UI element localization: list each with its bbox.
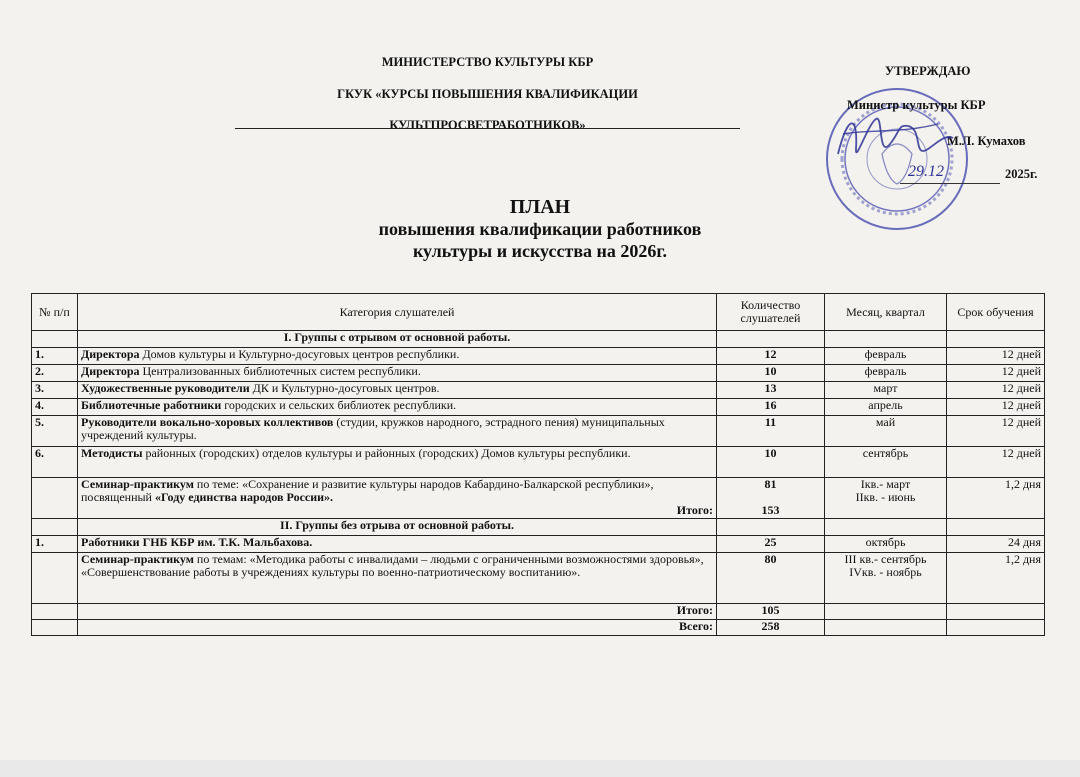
section-row: [32, 331, 1045, 348]
seminar-cell: Семинар-практикум по темам: «Методика работы с инвалидами – людьми с ограниченными возможностями здоровья», «Совершенствование работы в учреждениях культуры по военно-патриотическому воспитанию».: [78, 553, 717, 604]
table-row: 4. Библиотечные работники городских и сельских библиотек республики. 16 апрель 12 дней: [32, 399, 1045, 416]
approver-name: М.Л. Кумахов: [947, 134, 1026, 148]
grand-total-row: Всего: 258: [32, 620, 1045, 636]
date-line: [900, 183, 1000, 184]
section-title: II. Группы без отрыва от основной работы.: [78, 519, 717, 536]
category-cell: Директора Домов культуры и Культурно-досуговых центров республики.: [78, 348, 717, 365]
table-row: 1. Работники ГНБ КБР им. Т.К. Мальбахова. 25 октябрь 24 дня: [32, 536, 1045, 553]
table-row: 1. Директора Домов культуры и Культурно-досуговых центров республики. 12 февраль 12 дней: [32, 348, 1045, 365]
header-month: Месяц, квартал: [825, 294, 947, 331]
title-line3: культуры и искусства на 2026г.: [412, 241, 668, 261]
approve-label: УТВЕРЖДАЮ: [885, 64, 971, 78]
document-title: [300, 196, 780, 262]
section-row: [32, 519, 1045, 536]
category-cell: Художественные руководители ДК и Культурно-досуговых центров.: [78, 382, 717, 399]
approver-position: Министр культуры КБР: [847, 98, 986, 112]
seminar-row: Семинар-практикум по темам: «Методика работы с инвалидами – людьми с ограниченными возможностями здоровья», «Совершенствование работы в учреждениях культуры по военно-патриотическому воспитанию». 80 III кв.- сентябрь IVкв. - ноябрь 1,2 дня: [32, 553, 1045, 604]
seminar-cell: Семинар-практикум по теме: «Сохранение и развитие культуры народов Кабардино-Балкарской республики», посвященный «Году единства народов России». Итого:: [78, 478, 717, 519]
category-cell: Библиотечные работники городских и сельских библиотек республики.: [78, 399, 717, 416]
photo-bottom-edge: [0, 760, 1080, 777]
category-cell: Руководители вокально-хоровых коллективов (студии, кружков народного, эстрадного пения) муниципальных учреждений культуры.: [78, 416, 717, 447]
ministry-name: МИНИСТЕРСТВО КУЛЬТУРЫ КБР: [381, 55, 594, 69]
section-title: I. Группы с отрывом от основной работы.: [78, 331, 717, 348]
header-divider: [235, 128, 740, 129]
category-cell: Работники ГНБ КБР им. Т.К. Мальбахова.: [78, 536, 717, 553]
seminar-row: Семинар-практикум по теме: «Сохранение и развитие культуры народов Кабардино-Балкарской республики», посвященный «Году единства народов России». Итого: 81 153 Iкв.- март IIкв. - июнь 1,2 дня: [32, 478, 1045, 519]
organization-name-line1: ГКУК «КУРСЫ ПОВЫШЕНИЯ КВАЛИФИКАЦИИ: [337, 87, 638, 101]
header-num: № п/п: [32, 294, 78, 331]
category-cell: Директора Централизованных библиотечных систем республики.: [78, 365, 717, 382]
header-count: Количество слушателей: [717, 294, 825, 331]
subtotal-label: Итого:: [676, 503, 713, 517]
handwritten-date: 29.12: [908, 163, 944, 180]
table-row: 2. Директора Централизованных библиотечных систем республики. 10 февраль 12 дней: [32, 365, 1045, 382]
organization-header: [235, 52, 740, 135]
training-plan-table: [31, 293, 1045, 636]
category-cell: Методисты районных (городских) отделов культуры и районных (городских) Домов культуры республики.: [78, 447, 717, 478]
title-line2: повышения квалификации работников: [378, 219, 702, 239]
table-row: 3. Художественные руководители ДК и Культурно-досуговых центров. 13 март 12 дней: [32, 382, 1045, 399]
approval-year: 2025г.: [1005, 167, 1038, 181]
table-row: 6. Методисты районных (городских) отделов культуры и районных (городских) Домов культуры республики. 10 сентябрь 12 дней: [32, 447, 1045, 478]
subtotal-row: Итого: 105: [32, 604, 1045, 620]
header-category: Категория слушателей: [78, 294, 717, 331]
title-main: ПЛАН: [509, 196, 571, 218]
table-header-row: [32, 294, 1045, 331]
table-row: 5. Руководители вокально-хоровых коллективов (студии, кружков народного, эстрадного пения) муниципальных учреждений культуры. 11 май 12 дней: [32, 416, 1045, 447]
header-duration: Срок обучения: [947, 294, 1045, 331]
organization-name-line2: КУЛЬТПРОСВЕТРАБОТНИКОВ»: [389, 118, 586, 132]
subtotal-value: 153: [761, 503, 780, 517]
handwritten-signature: [828, 104, 958, 180]
